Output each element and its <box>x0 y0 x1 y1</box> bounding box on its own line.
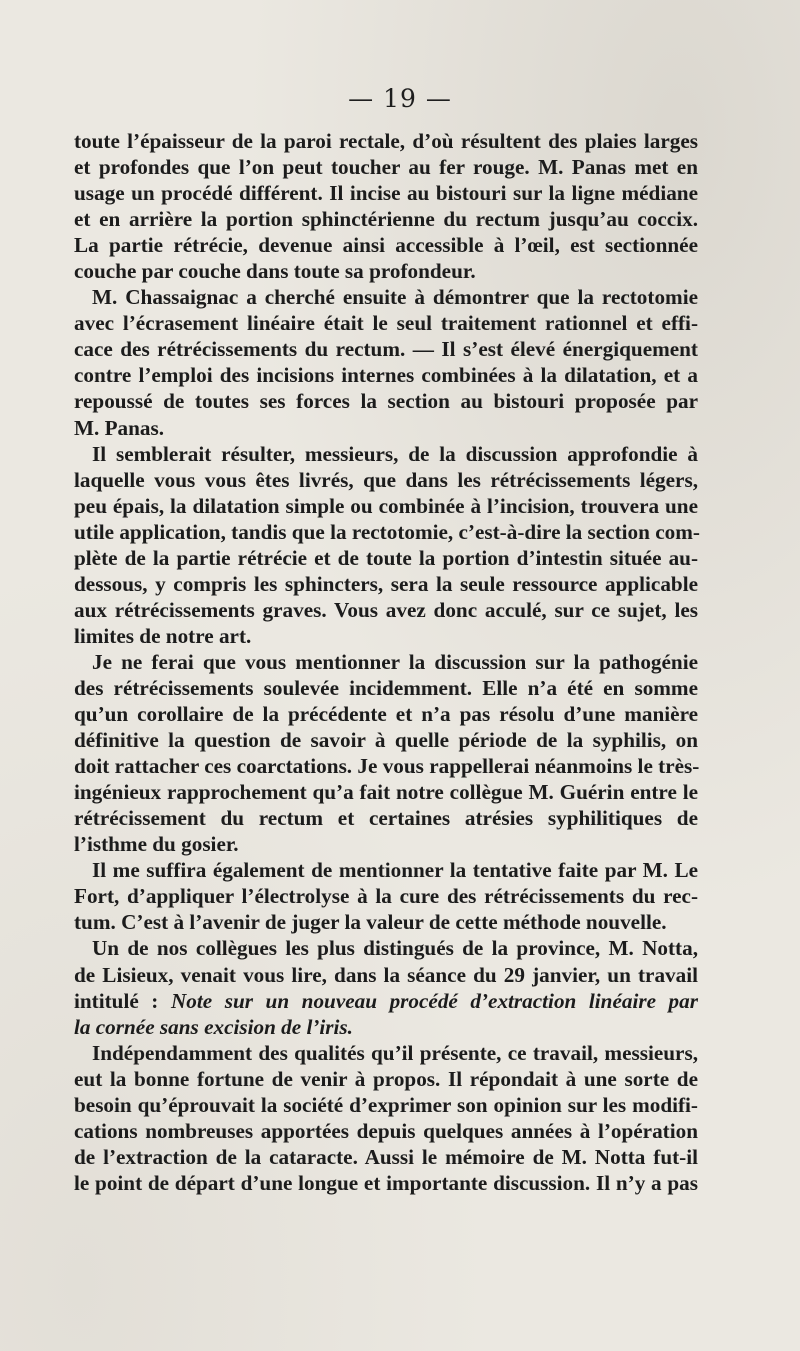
text-line: définitive la question de savoir à quelle période de la syphilis, on <box>74 728 698 753</box>
text-line: Fort, d’appliquer l’électrolyse à la cure des rétrécissements du rec- <box>74 884 698 909</box>
text-line: cations nombreuses apportées depuis quelques années à l’opération <box>74 1118 698 1143</box>
text-line: et profondes que l’on peut toucher au fer rouge. M. Panas met en <box>74 155 698 180</box>
text-line: plète de la partie rétrécie et de toute la portion d’intestin située au- <box>74 545 698 570</box>
text-line: Indépendamment des qualités qu’il présente, ce travail, messieurs, <box>92 1040 698 1065</box>
text-line: cace des rétrécissements du rectum. — Il s’est élevé énergiquement <box>74 337 698 362</box>
text-line: qu’un corollaire de la précédente et n’a pas résolu d’une manière <box>74 702 698 727</box>
cited-title: Note sur un nouveau procédé d’extraction linéaire par <box>170 988 698 1013</box>
text-line: Je ne ferai que vous mentionner la discussion sur la pathogénie <box>92 649 698 674</box>
text-line: de Lisieux, venait vous lire, dans la séance du 29 janvier, un travail <box>74 962 698 987</box>
text-line: ingénieux rapprochement qu’a fait notre collègue M. Guérin entre le <box>74 780 698 805</box>
text-line: avec l’écrasement linéaire était le seul traitement rationnel et effi- <box>74 311 698 336</box>
text-line: eut la bonne fortune de venir à propos. Il répondait à une sorte de <box>74 1066 698 1091</box>
text-line: Un de nos collègues les plus distingués de la province, M. Notta, <box>92 936 698 961</box>
text-line: couche par couche dans toute sa profondeur. <box>74 259 476 284</box>
body-text <box>74 128 698 1196</box>
text-line: le point de départ d’une longue et importante discussion. Il n’y a pas <box>74 1170 698 1195</box>
text-line: doit rattacher ces coarctations. Je vous rappellerai néanmoins le très- <box>74 754 700 779</box>
text-line: usage un procédé différent. Il incise au bistouri sur la ligne médiane <box>74 181 698 206</box>
cited-title: la cornée sans excision de l’iris. <box>74 1014 353 1039</box>
text-line: contre l’emploi des incisions internes combinées à la dilatation, et a <box>74 363 698 388</box>
text-line: tum. C’est à l’avenir de juger la valeur de cette méthode nouvelle. <box>74 910 667 935</box>
text-line: de l’extraction de la cataracte. Aussi le mémoire de M. Notta fut-il <box>74 1144 698 1169</box>
text-line: des rétrécissements soulevée incidemment. Elle n’a été en somme <box>74 675 698 700</box>
text-line: et en arrière la portion sphinctérienne du rectum jusqu’au coccix. <box>74 207 698 232</box>
text-line: repoussé de toutes ses forces la section au bistouri proposée par <box>74 389 698 414</box>
text-line: limites de notre art. <box>74 623 252 648</box>
text-line: peu épais, la dilatation simple ou combinée à l’incision, trouvera une <box>74 493 698 518</box>
page-number: — 19 — <box>348 84 452 113</box>
text-line: Il me suffira également de mentionner la tentative faite par M. Le <box>92 858 698 883</box>
text-line: besoin qu’éprouvait la société d’exprimer son opinion sur les modifi- <box>74 1092 698 1117</box>
text-line: laquelle vous vous êtes livrés, que dans les rétrécissements légers, <box>74 467 698 492</box>
text-line: M. Panas. <box>74 415 165 440</box>
text-line: aux rétrécissements graves. Vous avez donc acculé, sur ce sujet, les <box>74 597 698 622</box>
text-fragment: intitulé : <box>74 988 171 1013</box>
text-line: dessous, y compris les sphincters, sera la seule ressource applicable <box>74 571 698 596</box>
text-line: utile application, tandis que la rectotomie, c’est-à-dire la section com- <box>74 519 700 544</box>
text-line: Il semblerait résulter, messieurs, de la discussion approfondie à <box>92 441 698 466</box>
text-line: M. Chassaignac a cherché ensuite à démontrer que la rectotomie <box>92 285 698 310</box>
text-line: toute l’épaisseur de la paroi rectale, d’où résultent des plaies larges <box>74 129 698 153</box>
text-line: l’isthme du gosier. <box>74 832 239 857</box>
text-line: La partie rétrécie, devenue ainsi accessible à l’œil, est sectionnée <box>74 233 698 258</box>
text-line <box>74 988 698 1014</box>
text-line: rétrécissement du rectum et certaines atrésies syphilitiques de <box>74 806 698 831</box>
